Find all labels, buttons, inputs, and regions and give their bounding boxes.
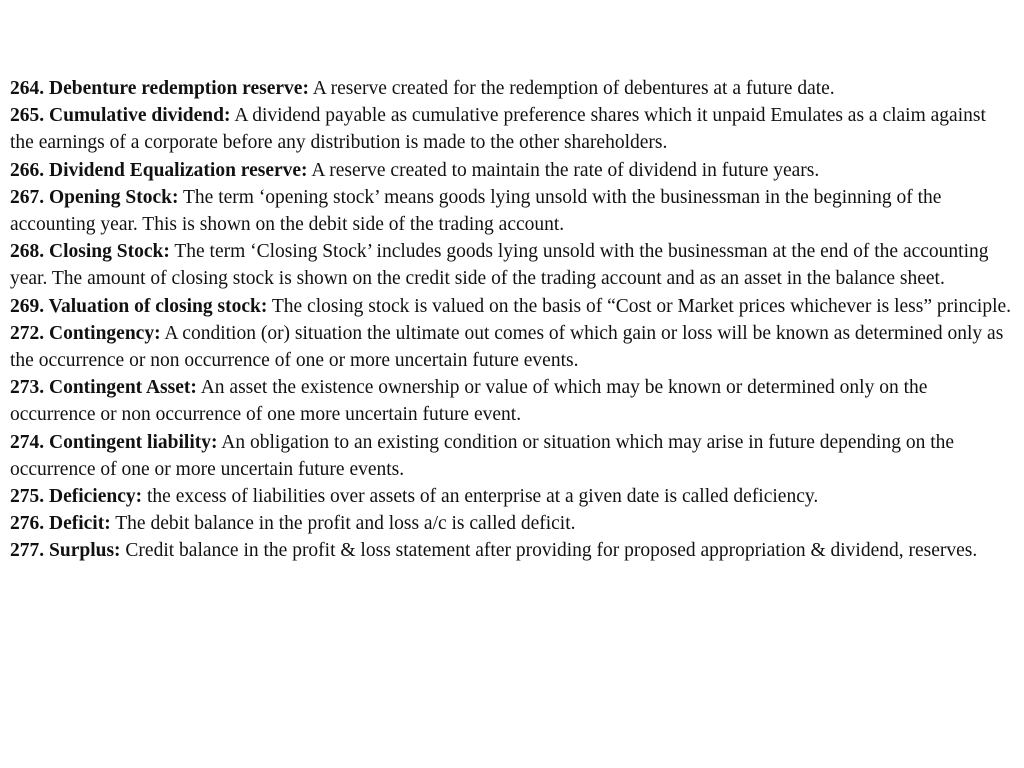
- entry-term: 277. Surplus:: [10, 540, 121, 562]
- entry-definition: The closing stock is valued on the basis of “Cost or Market prices whichever is less” principle.: [271, 295, 1012, 317]
- entry-term: 267. Opening Stock:: [10, 186, 179, 208]
- glossary-entry-272: [10, 320, 1014, 374]
- entry-definition: A condition (or) situation the ultimate out comes of which gain or loss will be known as determined only as the occurrence or non occurrence of one or more uncertain future events.: [10, 322, 1004, 372]
- entry-term: 274. Contingent liability:: [10, 431, 218, 453]
- glossary-entry-274: [10, 429, 1014, 483]
- glossary-entry-266: [10, 157, 1014, 184]
- glossary-entry-269: [10, 293, 1014, 320]
- glossary-entry-267: [10, 184, 1014, 238]
- glossary-entry-264: [10, 75, 1014, 102]
- entry-definition: A dividend payable as cumulative preference shares which it unpaid Emulates as a claim against the earnings of a corporate before any distribution is made to the other shareholders.: [10, 105, 986, 154]
- entry-definition: An obligation to an existing condition or situation which may arise in future depending on the occurrence of one or more uncertain future events.: [10, 431, 955, 480]
- entry-definition: the excess of liabilities over assets of an enterprise at a given date is called deficiency.: [147, 486, 819, 508]
- glossary-entry-265: [10, 102, 1014, 156]
- entry-definition: A reserve created for the redemption of debentures at a future date.: [312, 78, 835, 99]
- entry-term: 276. Deficit:: [10, 513, 111, 535]
- entry-definition: Credit balance in the profit & loss statement after providing for proposed appropriation & dividend, reserves.: [125, 540, 978, 562]
- glossary-entry-273: [10, 374, 1014, 428]
- entry-term: 272. Contingency:: [10, 322, 161, 344]
- entry-definition: An asset the existence ownership or value of which may be known or determined only on the occurrence or non occurrence of one more uncertain future event.: [10, 377, 928, 426]
- glossary-page: [10, 75, 1014, 565]
- entry-definition: The term ‘opening stock’ means goods lying unsold with the businessman in the beginning of the accounting year. This is shown on the debit side of the trading account.: [10, 186, 942, 236]
- glossary-entry-275: [10, 483, 1014, 510]
- entry-definition: A reserve created to maintain the rate of dividend in future years.: [311, 159, 820, 181]
- glossary-entry-276: [10, 510, 1014, 537]
- entry-term: 266. Dividend Equalization reserve:: [10, 159, 308, 181]
- entry-term: 264. Debenture redemption reserve:: [10, 78, 309, 99]
- entry-definition: The debit balance in the profit and loss a/c is called deficit.: [115, 513, 576, 535]
- entry-definition: The term ‘Closing Stock’ includes goods lying unsold with the businessman at the end of the accounting year. The amount of closing stock is shown on the credit side of the trading account and as an asset in the balance sheet.: [10, 241, 989, 290]
- entry-term: 275. Deficiency:: [10, 486, 143, 508]
- entry-term: 265. Cumulative dividend:: [10, 105, 231, 127]
- entry-term: 269. Valuation of closing stock:: [10, 295, 268, 317]
- glossary-entry-277: [10, 537, 1014, 564]
- glossary-entry-268: [10, 238, 1014, 292]
- entry-term: 273. Contingent Asset:: [10, 377, 197, 399]
- entry-term: 268. Closing Stock:: [10, 241, 170, 263]
